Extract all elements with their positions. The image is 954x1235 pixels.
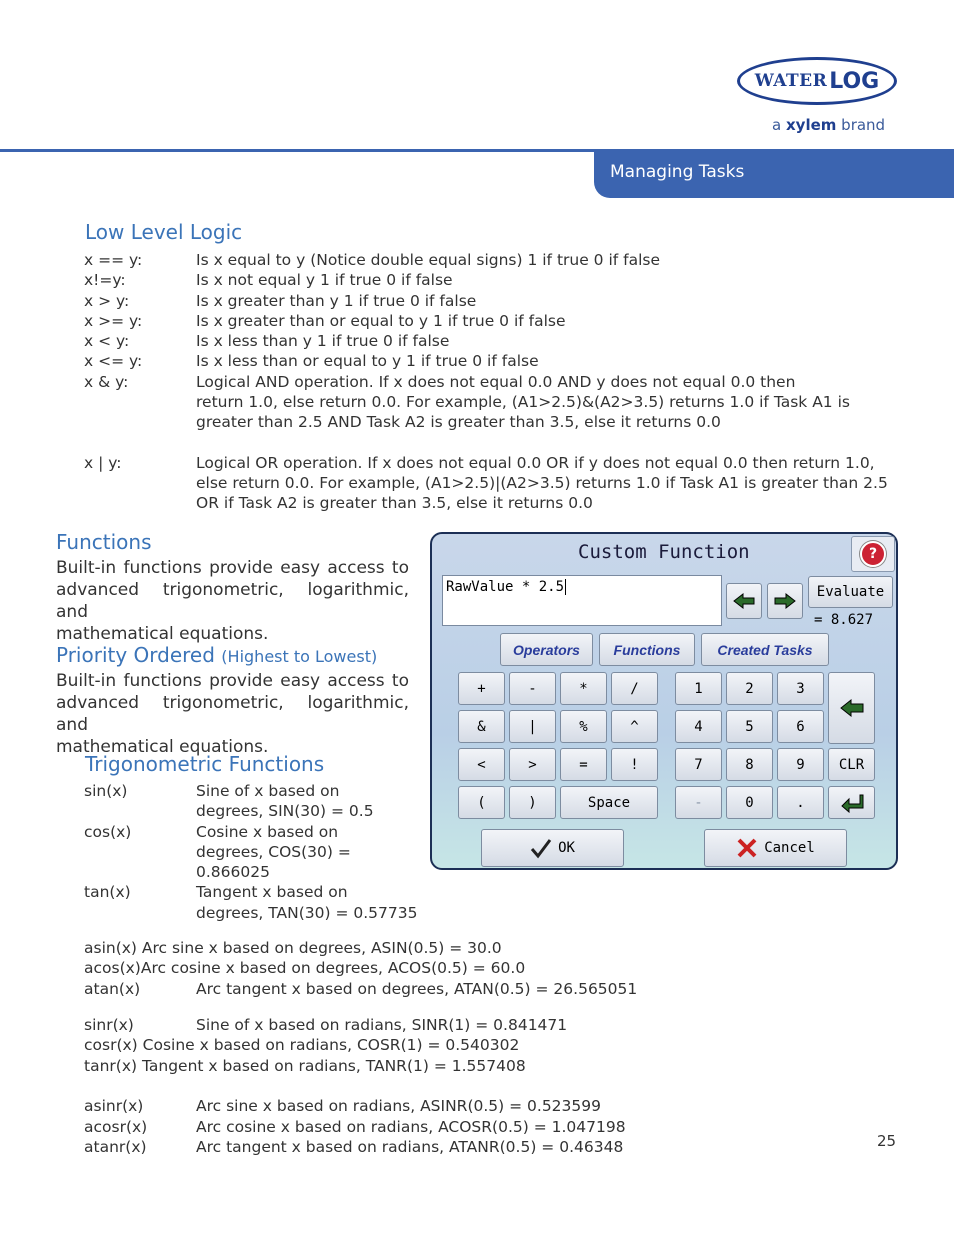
- desc: Is x less than or equal to y 1 if true 0 if false: [196, 352, 539, 371]
- logic-table: [84, 250, 888, 514]
- trig-row: [84, 882, 417, 902]
- text-line: mathematical equations.: [56, 737, 269, 757]
- text-line: Built-in functions provide easy access to: [56, 558, 409, 578]
- help-icon: ?: [860, 541, 886, 567]
- evaluate-result: = 8.627: [814, 612, 874, 628]
- key-open-paren[interactable]: (: [458, 786, 505, 819]
- trig-row: [84, 842, 417, 862]
- key-num-0[interactable]: 0: [726, 786, 773, 819]
- key-num-6[interactable]: 6: [777, 710, 824, 743]
- brand-line: [772, 116, 885, 134]
- logic-row: [84, 311, 888, 331]
- cancel-label: Cancel: [764, 840, 815, 856]
- desc: degrees, TAN(30) = 0.57735: [196, 903, 418, 922]
- desc: Arc cosine x based on radians, ACOSR(0.5) = 1.047198: [196, 1117, 626, 1136]
- trig-row: [84, 979, 637, 999]
- tab-operators[interactable]: Operators: [500, 633, 593, 666]
- text-line: asin(x) Arc sine x based on degrees, ASIN(0.5) = 30.0: [84, 939, 502, 957]
- term: sin(x): [84, 782, 128, 800]
- evaluate-button[interactable]: Evaluate: [808, 576, 893, 608]
- desc: Is x less than y 1 if true 0 if false: [196, 332, 450, 351]
- arrow-right-icon: [773, 592, 797, 610]
- priority-heading: [56, 643, 377, 667]
- brand-prefix: a: [772, 116, 782, 134]
- trig-row: [84, 1096, 626, 1117]
- tab-created-tasks[interactable]: Created Tasks: [701, 633, 829, 666]
- text-line: cosr(x) Cosine x based on radians, COSR(1) = 0.540302: [84, 1036, 520, 1055]
- key-num-7[interactable]: 7: [675, 748, 722, 781]
- cursor-left-button[interactable]: [726, 583, 762, 619]
- trig-arc-radian-table: [84, 1096, 626, 1158]
- logic-row: [84, 392, 888, 412]
- desc: return 1.0, else return 0.0. For example, (A1>2.5)&(A2>3.5) returns 1.0 if Task A1 is: [196, 393, 850, 412]
- key-equals[interactable]: =: [560, 748, 607, 781]
- term: x == y:: [84, 251, 143, 269]
- key-num-4[interactable]: 4: [675, 710, 722, 743]
- cancel-button[interactable]: [704, 829, 847, 867]
- logic-row: [84, 270, 888, 290]
- key-divide[interactable]: /: [611, 672, 658, 705]
- desc: Cosine x based on: [196, 822, 339, 841]
- desc: OR if Task A2 is greater than 3.5, else it returns 0.0: [196, 494, 593, 513]
- term: x & y:: [84, 372, 129, 391]
- logic-row: [84, 372, 888, 392]
- backspace-button[interactable]: [828, 672, 875, 744]
- priority-paragraph: [56, 670, 409, 758]
- expression-text: RawValue * 2.5: [446, 579, 565, 595]
- desc: Is x not equal y 1 if true 0 if false: [196, 271, 453, 290]
- key-num-8[interactable]: 8: [726, 748, 773, 781]
- cancel-x-icon: [736, 837, 758, 859]
- term: asinr(x): [84, 1097, 144, 1115]
- enter-icon: [840, 793, 864, 813]
- logic-row: [84, 291, 888, 311]
- term: atanr(x): [84, 1138, 147, 1157]
- trig-row: [84, 1137, 626, 1158]
- priority-title: Priority Ordered: [56, 643, 215, 667]
- term: acosr(x): [84, 1117, 148, 1136]
- desc: 0.866025: [196, 863, 270, 882]
- key-num-2[interactable]: 2: [726, 672, 773, 705]
- term: x < y:: [84, 332, 130, 351]
- trig-row: [84, 1117, 626, 1138]
- backspace-icon: [839, 698, 865, 718]
- text-line: acos(x)Arc cosine x based on degrees, ACOS(0.5) = 60.0: [84, 959, 526, 978]
- trig-row: [84, 781, 417, 801]
- logo-water-text: WATER: [754, 71, 828, 91]
- key-greater-than[interactable]: >: [509, 748, 556, 781]
- key-num-1[interactable]: 1: [675, 672, 722, 705]
- text-line: Built-in functions provide easy access to: [56, 671, 409, 691]
- logic-row: [84, 473, 888, 493]
- functions-heading: Functions: [56, 530, 152, 554]
- key-multiply[interactable]: *: [560, 672, 607, 705]
- key-num-3[interactable]: 3: [777, 672, 824, 705]
- trig-heading: Trigonometric Functions: [85, 752, 325, 776]
- trig-row: [84, 801, 417, 821]
- logic-row: [84, 331, 888, 351]
- functions-paragraph: [56, 557, 409, 645]
- enter-button[interactable]: [828, 786, 875, 819]
- desc: degrees, SIN(30) = 0.5: [196, 802, 374, 821]
- logic-row: [84, 493, 888, 513]
- trig-row: [84, 903, 417, 923]
- page-number: 25: [877, 1132, 897, 1150]
- desc: Arc tangent x based on degrees, ATAN(0.5) = 26.565051: [196, 979, 638, 998]
- desc: Sine of x based on radians, SINR(1) = 0.841471: [196, 1016, 568, 1034]
- trig-radian-block: [84, 1015, 567, 1076]
- priority-subtitle: (Highest to Lowest): [221, 647, 378, 666]
- waterlog-logo: [737, 57, 897, 105]
- term: x!=y:: [84, 271, 126, 290]
- desc: else return 0.0. For example, (A1>2.5)|(A2>3.5) returns 1.0 if Task A1 is greater than 2.5: [196, 473, 888, 492]
- key-num-5[interactable]: 5: [726, 710, 773, 743]
- brand-name: xylem: [785, 116, 837, 134]
- key-less-than[interactable]: <: [458, 748, 505, 781]
- key-minus[interactable]: -: [509, 672, 556, 705]
- term: tan(x): [84, 883, 131, 902]
- key-modulo[interactable]: %: [560, 710, 607, 743]
- key-and[interactable]: &: [458, 710, 505, 743]
- desc: Tangent x based on: [196, 883, 348, 902]
- desc: Is x greater than y 1 if true 0 if false: [196, 291, 477, 310]
- term: x >= y:: [84, 311, 143, 330]
- key-not[interactable]: !: [611, 748, 658, 781]
- term: x <= y:: [84, 352, 143, 371]
- desc: Arc sine x based on radians, ASINR(0.5) = 0.523599: [196, 1097, 601, 1115]
- key-num-negative[interactable]: -: [675, 786, 722, 819]
- logic-row: [84, 453, 888, 473]
- key-num-decimal[interactable]: .: [777, 786, 824, 819]
- desc: greater than 2.5 AND Task A2 is greater than 3.5, else it returns 0.0: [196, 413, 721, 432]
- logic-row: [84, 351, 888, 371]
- help-button[interactable]: [851, 536, 895, 572]
- dialog-title: Custom Function: [578, 541, 750, 563]
- logic-row: [84, 250, 888, 270]
- tab-functions[interactable]: Functions: [599, 633, 695, 666]
- expression-input[interactable]: [442, 575, 722, 626]
- section-tab: Managing Tasks: [594, 149, 954, 198]
- cursor-right-button[interactable]: [767, 583, 803, 619]
- term: x > y:: [84, 291, 130, 310]
- term: x | y:: [84, 453, 122, 472]
- desc: Sine of x based on: [196, 782, 340, 800]
- desc: Arc tangent x based on radians, ATANR(0.5) = 0.46348: [196, 1138, 624, 1157]
- trig-degree-table: [84, 781, 417, 923]
- desc: degrees, COS(30) =: [196, 842, 351, 861]
- text-line: tanr(x) Tangent x based on radians, TANR(1) = 1.557408: [84, 1056, 526, 1075]
- trig-row: [84, 1015, 567, 1035]
- ok-button[interactable]: [481, 829, 624, 867]
- desc: Logical OR operation. If x does not equal 0.0 OR if y does not equal 0.0 then return 1.0,: [196, 453, 875, 472]
- logo-log-text: LOG: [829, 68, 880, 94]
- term: cos(x): [84, 822, 132, 841]
- key-power[interactable]: ^: [611, 710, 658, 743]
- brand-suffix: brand: [841, 116, 886, 134]
- low-level-logic-heading: Low Level Logic: [85, 220, 243, 244]
- checkmark-icon: [530, 837, 552, 859]
- trig-row: [84, 862, 417, 882]
- key-or[interactable]: |: [509, 710, 556, 743]
- term: atan(x): [84, 979, 141, 998]
- desc: Logical AND operation. If x does not equal 0.0 AND y does not equal 0.0 then: [196, 372, 796, 391]
- key-close-paren[interactable]: ): [509, 786, 556, 819]
- key-num-9[interactable]: 9: [777, 748, 824, 781]
- text-line: mathematical equations.: [56, 624, 269, 644]
- text-line: advanced trigonometric, logarithmic, and: [56, 580, 409, 622]
- clear-button[interactable]: CLR: [828, 748, 875, 781]
- arrow-left-icon: [732, 592, 756, 610]
- ok-label: OK: [558, 840, 575, 856]
- desc: Is x greater than or equal to y 1 if true 0 if false: [196, 311, 566, 330]
- key-plus[interactable]: +: [458, 672, 505, 705]
- term: sinr(x): [84, 1016, 134, 1034]
- text-line: advanced trigonometric, logarithmic, and: [56, 693, 409, 735]
- trig-row: [84, 822, 417, 842]
- desc: Is x equal to y (Notice double equal signs) 1 if true 0 if false: [196, 251, 661, 269]
- key-space[interactable]: Space: [560, 786, 658, 819]
- trig-arc-degree-block: [84, 938, 637, 999]
- logic-row: [84, 412, 888, 432]
